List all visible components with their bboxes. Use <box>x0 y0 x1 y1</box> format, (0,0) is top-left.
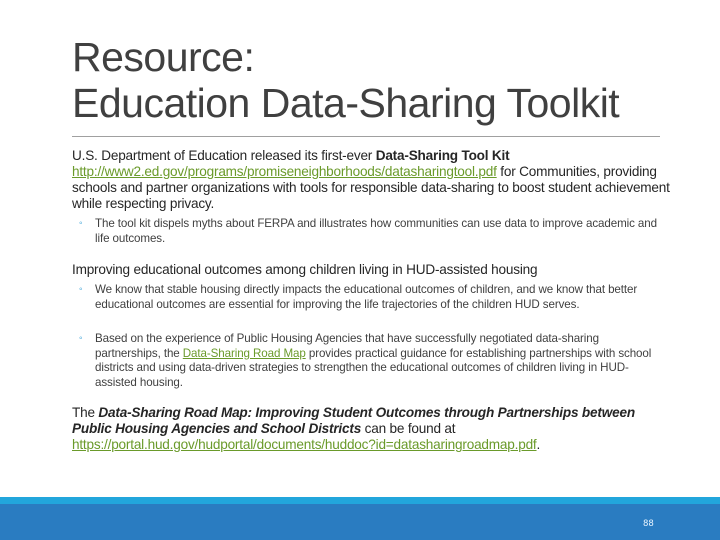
bullet-icon: ◦ <box>79 218 83 229</box>
paragraph-road-map <box>72 405 672 453</box>
road-map-link[interactable]: Data-Sharing Road Map <box>182 346 306 360</box>
title-line-2: Education Data-Sharing Toolkit <box>72 80 620 126</box>
road-map-subtitle: : Improving Student Outcomes through Partnerships between Public Housing Agencies and School Districts <box>72 405 635 436</box>
bullet-text: We know that stable housing directly impacts the educational outcomes of children, and we know that better educational outcomes are essential for improving the life trajectories of the children HUD serves. <box>95 283 638 311</box>
bullet-stable-housing <box>79 283 665 312</box>
text: The <box>72 405 99 420</box>
text: U.S. Department of Education released its first-ever <box>72 148 376 163</box>
footer-accent-strip <box>0 497 720 504</box>
title-divider <box>72 136 660 137</box>
road-map-title: Data-Sharing Road Map <box>98 405 248 420</box>
toolkit-name: Data-Sharing Tool Kit <box>375 148 510 163</box>
title-line-1: Resource: <box>72 34 255 80</box>
bullet-text: provides practical guidance for establishing partnerships with school districts and using data-driven strategies to strengthen the educational outcomes of children living in HUD-assisted housing. <box>95 346 652 389</box>
toolkit-link[interactable]: http://www2.ed.gov/programs/promiseneighborhoods/datasharingtool.pdf <box>72 164 497 179</box>
heading-hud: Improving educational outcomes among children living in HUD-assisted housing <box>72 262 538 277</box>
paragraph-toolkit <box>72 148 672 212</box>
text: . <box>536 437 541 452</box>
bullet-icon: ◦ <box>79 284 83 295</box>
page-number: 88 <box>643 519 654 529</box>
footer-bar <box>0 504 720 540</box>
bullet-text: Based on the experience of Public Housing Agencies that have successfully negotiated data-sharing partnerships, the <box>95 332 599 360</box>
slide-title <box>72 34 619 126</box>
text: for Communities, providing schools and partner organizations with tools for responsible data-sharing to boost student achievement while respecting privacy. <box>72 164 670 211</box>
text: can be found at <box>361 421 456 436</box>
bullet-text: The tool kit dispels myths about FERPA and illustrates how communities can use data to improve academic and life outcomes. <box>95 217 657 245</box>
bullet-ferpa <box>79 217 665 246</box>
road-map-url-link[interactable]: https://portal.hud.gov/hudportal/documents/huddoc?id=datasharingroadmap.pdf <box>72 437 537 452</box>
bullet-icon: ◦ <box>79 333 83 344</box>
bullet-road-map <box>79 332 665 390</box>
